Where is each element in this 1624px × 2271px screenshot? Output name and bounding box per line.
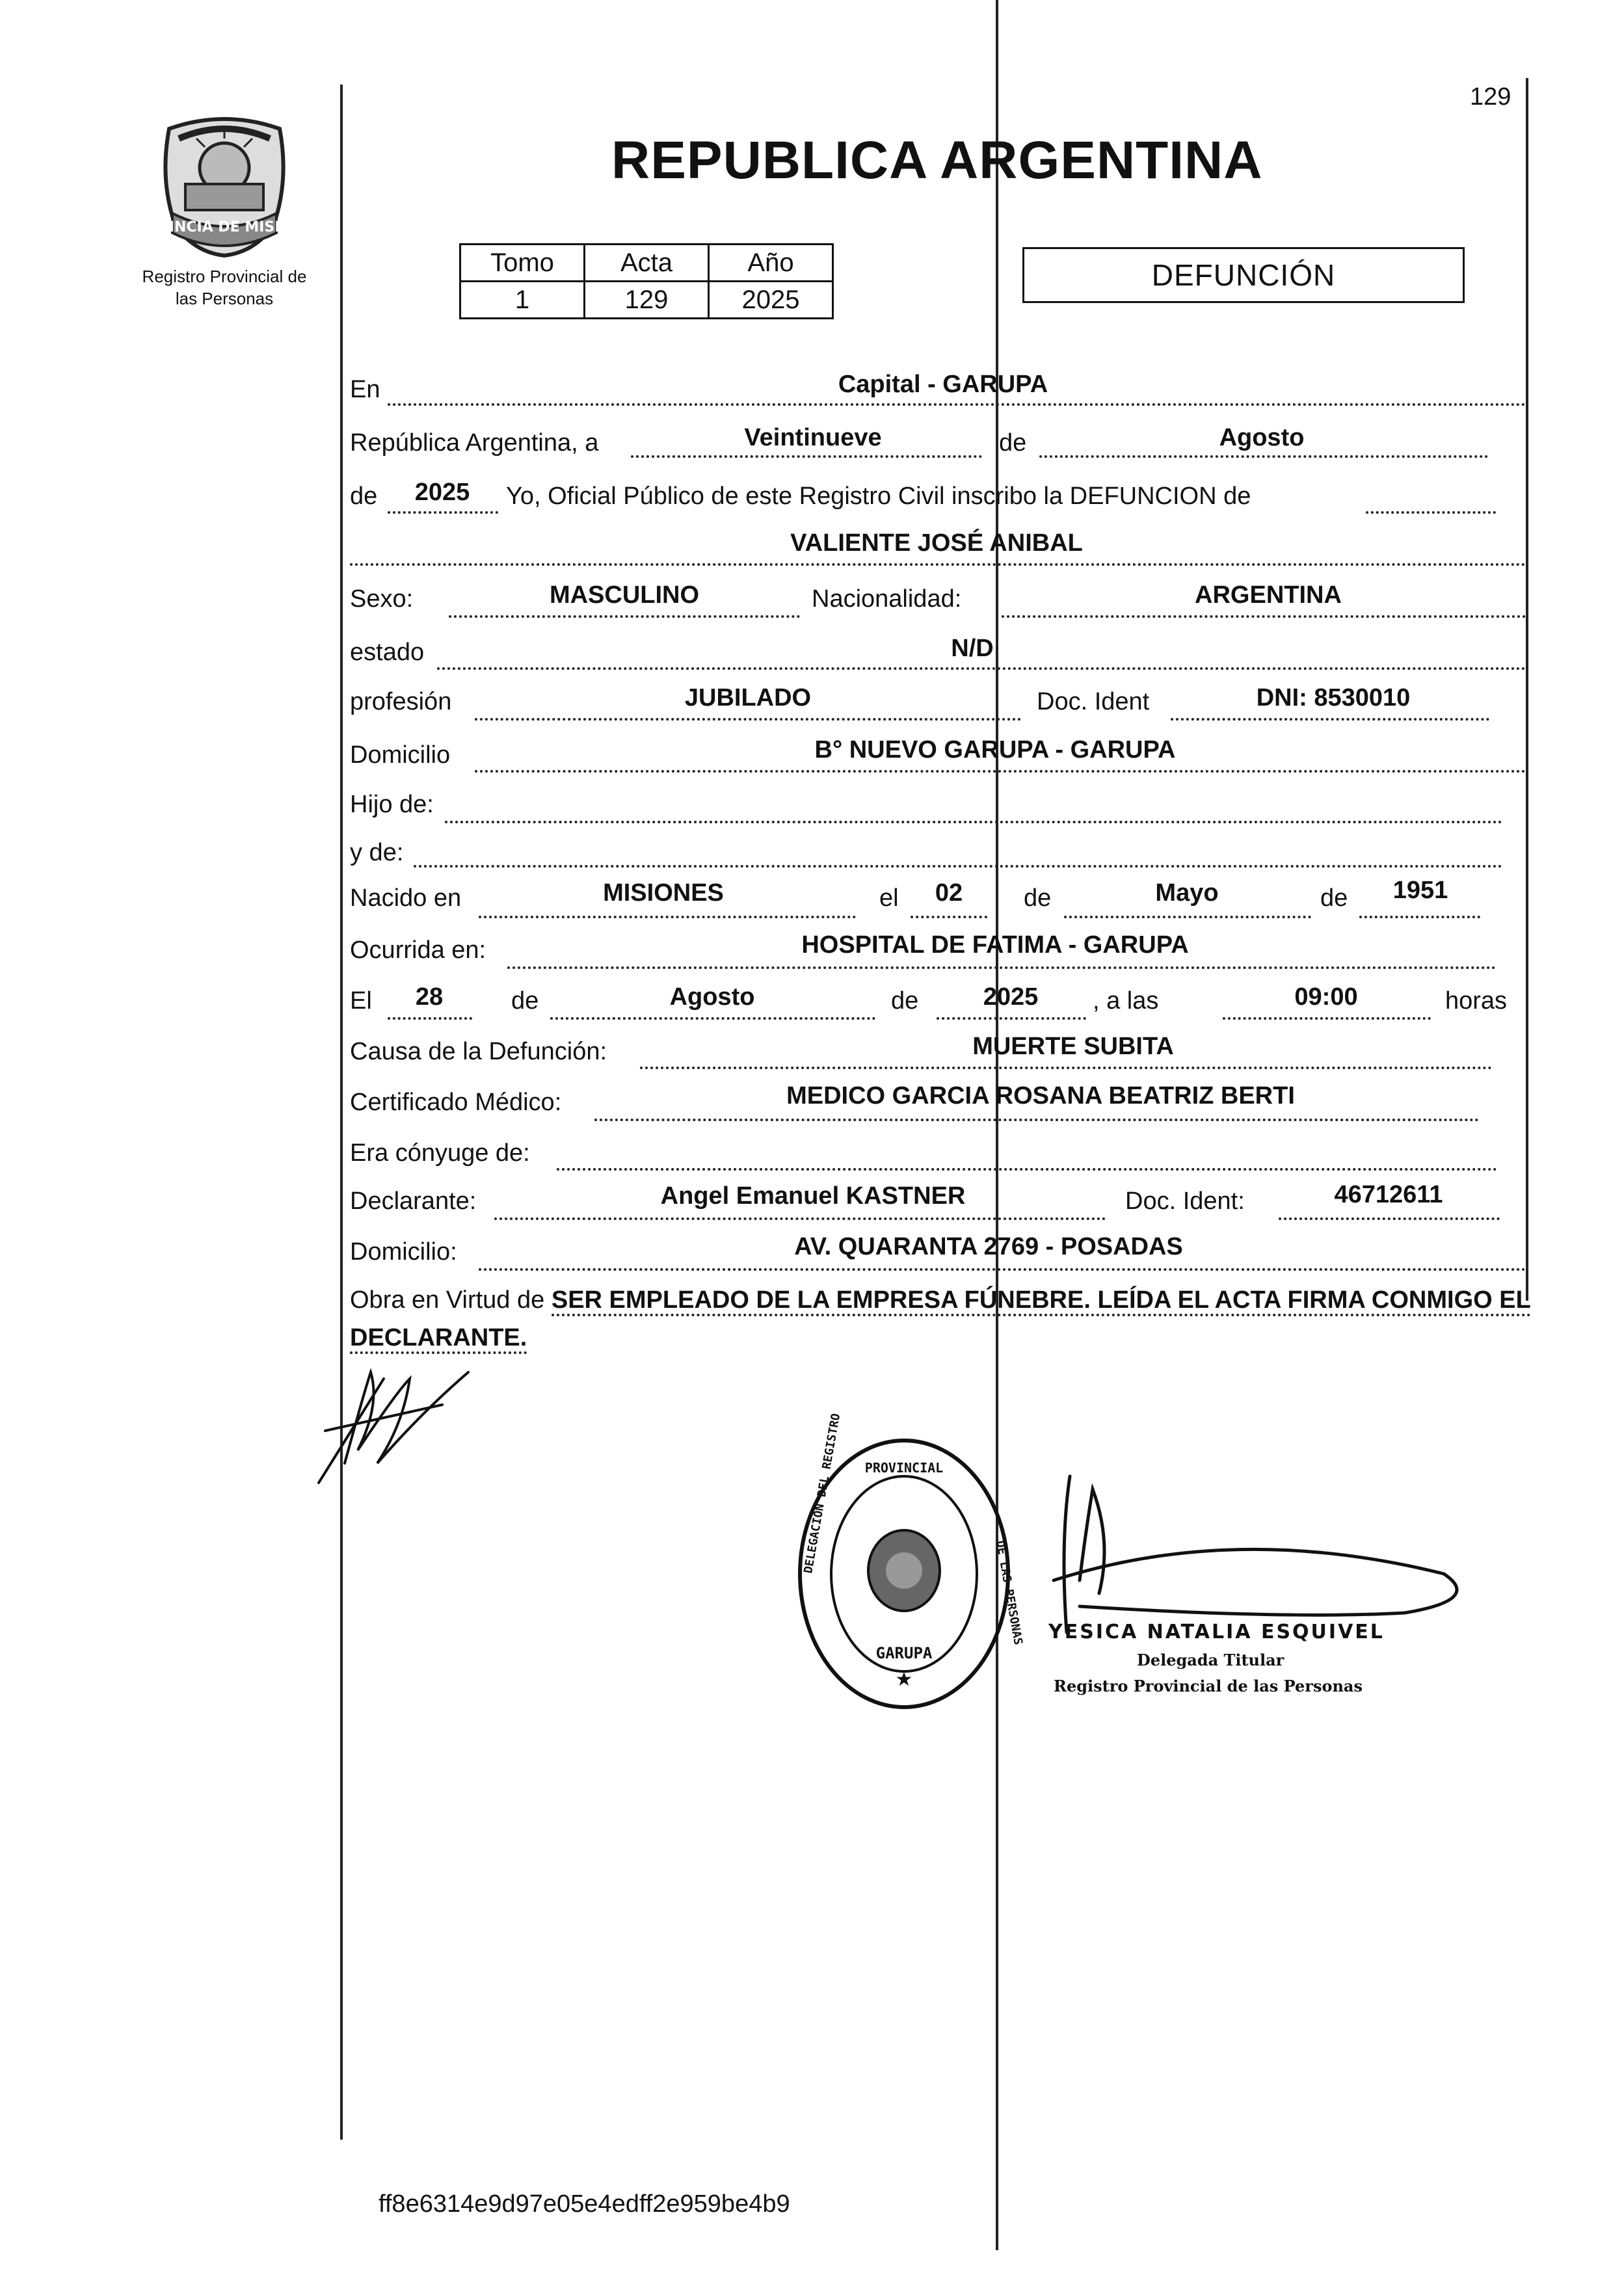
birth-month-dotted-line — [1064, 916, 1311, 918]
declarante-dotted-line — [494, 1217, 1106, 1220]
ocurrida-dotted-line — [507, 966, 1496, 969]
conyuge-label: Era cónyuge de: — [350, 1139, 530, 1167]
hijo-label: Hijo de: — [350, 791, 434, 818]
day-words: Veintinueve — [744, 424, 882, 451]
death-time: 09:00 — [1294, 983, 1358, 1011]
logo-caption-line1: Registro Provincial de — [142, 267, 307, 286]
horas-label: horas — [1445, 987, 1508, 1015]
decl-domicilio-value: AV. QUARANTA 2769 - POSADAS — [794, 1233, 1183, 1260]
doc-ident-label: Doc. Ident — [1037, 688, 1150, 715]
header-ano: Año — [709, 245, 833, 282]
document-type-box: DEFUNCIÓN — [1022, 247, 1465, 303]
year-dotted-line — [388, 511, 498, 514]
de-label: de — [999, 429, 1027, 457]
death-year-dotted-line — [937, 1017, 1086, 1020]
a-las-label: , a las — [1093, 987, 1159, 1015]
left-margin-line — [340, 85, 343, 2140]
obra-label: Obra en Virtud de — [350, 1286, 545, 1314]
table-row — [460, 282, 833, 319]
domicilio-label: Domicilio — [350, 741, 451, 769]
en-label: En — [350, 376, 380, 403]
declarante-label: Declarante: — [350, 1188, 477, 1215]
svg-text:GARUPA: GARUPA — [875, 1644, 933, 1662]
de-year-label: de — [350, 483, 378, 510]
svg-text:DE LAS PERSONAS: DE LAS PERSONAS — [993, 1539, 1025, 1646]
document-hash: ff8e6314e9d97e05e4edff2e959be4b9 — [379, 2190, 790, 2218]
svg-text:DELEGACION DEL REGISTRO: DELEGACION DEL REGISTRO — [801, 1412, 844, 1574]
value-tomo: 1 — [460, 282, 585, 319]
domicilio-dotted-line — [475, 770, 1526, 773]
death-month: Agosto — [669, 983, 755, 1011]
decl-domicilio-dotted-line — [479, 1268, 1526, 1271]
decl-doc-label: Doc. Ident: — [1125, 1188, 1245, 1215]
death-day-dotted-line — [388, 1017, 472, 1020]
birth-day: 02 — [935, 879, 963, 907]
conyuge-dotted-line — [557, 1168, 1497, 1171]
hijo-dotted-line — [445, 821, 1502, 823]
declarant-signature-icon — [306, 1353, 488, 1496]
domicilio-value: B° NUEVO GARUPA - GARUPA — [814, 736, 1176, 764]
logo-caption-line2: las Personas — [175, 289, 274, 308]
decl-domicilio-label: Domicilio: — [350, 1238, 457, 1266]
value-acta: 129 — [585, 282, 709, 319]
official-role: Delegada Titular — [1137, 1651, 1285, 1669]
value-ano: 2025 — [709, 282, 833, 319]
obra-value: SER EMPLEADO DE LA EMPRESA FÚNEBRE. LEÍDA EL ACTA FIRMA CONMIGO EL DECLARANTE. — [350, 1286, 1531, 1354]
sexo-value: MASCULINO — [549, 581, 700, 609]
right-margin-line — [1526, 78, 1528, 1301]
page-title: REPUBLICA ARGENTINA — [611, 131, 1263, 190]
header-acta: Acta — [585, 245, 709, 282]
official-round-stamp-icon — [793, 1412, 1025, 1717]
provincial-seal-icon — [124, 103, 325, 259]
logo-caption — [117, 265, 332, 310]
death-de-label: de — [511, 987, 539, 1015]
month-dotted-line — [1039, 455, 1488, 458]
decl-doc-value: 46712611 — [1334, 1181, 1443, 1208]
birth-day-dotted-line — [911, 916, 987, 918]
scan-fold-line — [996, 0, 998, 2250]
estado-value: N/D — [951, 635, 994, 662]
ocurrida-label: Ocurrida en: — [350, 936, 486, 964]
certificado-label: Certificado Médico: — [350, 1089, 562, 1116]
estado-label: estado — [350, 639, 425, 666]
table-header-row — [460, 245, 833, 282]
official-office: Registro Provincial de las Personas — [1054, 1677, 1363, 1695]
official-name: YESICA NATALIA ESQUIVEL — [1048, 1621, 1385, 1643]
nacido-value: MISIONES — [603, 879, 724, 907]
causa-dotted-line — [640, 1067, 1492, 1069]
causa-label: Causa de la Defunción: — [350, 1038, 607, 1065]
nacionalidad-label: Nacionalidad: — [812, 585, 962, 613]
el-label: el — [879, 884, 899, 912]
y-de-label: y de: — [350, 839, 404, 866]
certificado-value: MEDICO GARCIA ROSANA BEATRIZ BERTI — [786, 1082, 1295, 1109]
birth-year: 1951 — [1392, 877, 1448, 904]
year-value: 2025 — [414, 479, 470, 506]
profesion-label: profesión — [350, 688, 452, 715]
birth-de-label2: de — [1320, 884, 1348, 912]
death-year: 2025 — [983, 983, 1039, 1011]
sexo-label: Sexo: — [350, 585, 414, 613]
declarante-value: Angel Emanuel KASTNER — [660, 1182, 966, 1210]
profesion-dotted-line — [475, 718, 1021, 721]
birth-de-label: de — [1024, 884, 1052, 912]
certificado-dotted-line — [594, 1119, 1479, 1121]
doc-ident-dotted-line — [1171, 718, 1489, 721]
oficial-dotted-line — [1366, 511, 1496, 514]
svg-text:PROVINCIAL: PROVINCIAL — [864, 1460, 944, 1476]
obra-paragraph — [350, 1281, 1534, 1357]
ocurrida-value: HOSPITAL DE FATIMA - GARUPA — [801, 931, 1189, 959]
death-day: 28 — [415, 983, 444, 1011]
republica-label: República Argentina, a — [350, 429, 599, 457]
y-de-dotted-line — [414, 865, 1502, 868]
page-number: 129 — [1470, 83, 1511, 111]
nacido-dotted-line — [479, 916, 856, 918]
birth-year-dotted-line — [1359, 916, 1480, 918]
nacionalidad-value: ARGENTINA — [1195, 581, 1342, 609]
logo-text: PROVINCIA DE MISIONES — [124, 219, 325, 235]
decl-doc-dotted-line — [1279, 1217, 1500, 1220]
registry-table — [459, 243, 834, 319]
el2-label: El — [350, 987, 372, 1015]
birth-month: Mayo — [1155, 879, 1219, 907]
svg-text:★: ★ — [895, 1668, 913, 1691]
deceased-name: VALIENTE JOSÉ ANIBAL — [790, 529, 1083, 557]
name-dotted-line — [350, 563, 1526, 566]
death-month-dotted-line — [550, 1017, 875, 1020]
en-dotted-line — [388, 403, 1526, 406]
death-de-label2: de — [891, 987, 919, 1015]
doc-ident-value: DNI: 8530010 — [1256, 684, 1411, 711]
causa-value: MUERTE SUBITA — [972, 1033, 1174, 1060]
month-value: Agosto — [1219, 424, 1305, 451]
profesion-value: JUBILADO — [684, 684, 812, 711]
sexo-dotted-line — [449, 615, 800, 618]
estado-dotted-line — [437, 667, 1526, 670]
death-time-dotted-line — [1223, 1017, 1431, 1020]
en-value: Capital - GARUPA — [838, 371, 1048, 398]
nacido-label: Nacido en — [350, 884, 462, 912]
day-dotted-line — [631, 455, 982, 458]
oficial-text: Yo, Oficial Público de este Registro Civil inscribo la DEFUNCION de — [506, 483, 1251, 510]
header-tomo: Tomo — [460, 245, 585, 282]
nacionalidad-dotted-line — [1002, 615, 1526, 618]
